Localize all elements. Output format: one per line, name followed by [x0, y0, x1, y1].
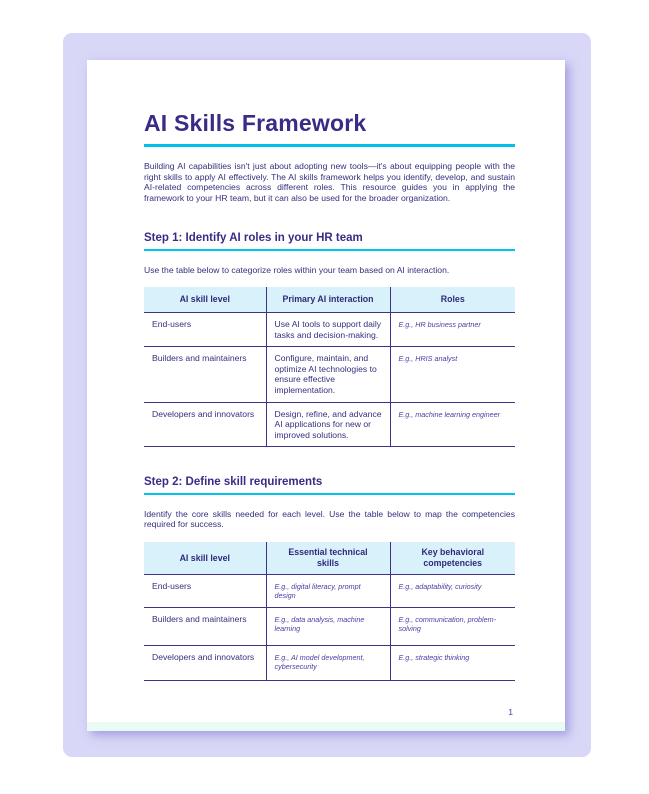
roles-table [144, 287, 515, 447]
table-header-cell: Primary AI interaction [266, 287, 390, 312]
table-header-row [144, 542, 515, 574]
table-row [144, 607, 515, 645]
table-header-row [144, 287, 515, 312]
table-row [144, 402, 515, 447]
page-number: 1 [508, 706, 513, 717]
page-content [144, 60, 515, 717]
table-row [144, 574, 515, 607]
page-footer-accent [87, 722, 565, 731]
intro-paragraph: Building AI capabilities isn't just about adopting new tools—it's about equipping people with the right skills to apply AI effectively. The AI skills framework helps you identify, develop, and sustain AI-related competencies across different roles. This resource guides you in applying the framework to your HR team, but it can also be used for the broader organization. [144, 161, 515, 203]
table-row [144, 312, 515, 346]
lavender-frame [63, 33, 591, 757]
section-2-description: Identify the core skills needed for each level. Use the table below to map the competencies required for success. [144, 508, 515, 530]
section-2-heading: Step 2: Define skill requirements [144, 476, 323, 489]
table-cell: End-users [144, 312, 266, 346]
table-cell: Developers and innovators [144, 645, 266, 680]
table-cell-example: E.g., communication, problem-solving [390, 607, 515, 645]
table-header-cell: Essential technical skills [266, 542, 390, 574]
section-1-description: Use the table below to categorize roles within your team based on AI interaction. [144, 264, 450, 275]
section-2-accent-rule [144, 493, 515, 495]
section-step-1 [144, 232, 515, 447]
table-cell: Builders and maintainers [144, 347, 266, 402]
skills-table [144, 542, 515, 681]
table-header-cell: Key behavioral competencies [390, 542, 515, 574]
section-1-heading: Step 1: Identify AI roles in your HR team [144, 232, 363, 245]
table-header-cell: AI skill level [144, 287, 266, 312]
table-row [144, 347, 515, 402]
section-1-accent-rule [144, 249, 515, 251]
table-cell: Design, refine, and advance AI applications for new or improved solutions. [266, 402, 390, 447]
table-cell: End-users [144, 574, 266, 607]
table-cell-example: E.g., machine learning engineer [390, 402, 515, 447]
table-cell-example: E.g., HRIS analyst [390, 347, 515, 402]
table-cell: Builders and maintainers [144, 607, 266, 645]
table-cell-example: E.g., HR business partner [390, 312, 515, 346]
table-cell-example: E.g., adaptability, curiosity [390, 574, 515, 607]
table-cell-example: E.g., data analysis, machine learning [266, 607, 390, 645]
table-cell: Use AI tools to support daily tasks and decision-making. [266, 312, 390, 346]
document-title: AI Skills Framework [144, 110, 367, 136]
title-accent-rule [144, 144, 515, 147]
table-cell: Configure, maintain, and optimize AI technologies to ensure effective implementation. [266, 347, 390, 402]
table-row [144, 645, 515, 680]
table-cell: Developers and innovators [144, 402, 266, 447]
document-page [87, 60, 565, 731]
section-step-2 [144, 476, 515, 680]
table-header-cell: Roles [390, 287, 515, 312]
table-cell-example: E.g., digital literacy, prompt design [266, 574, 390, 607]
table-cell-example: E.g., strategic thinking [390, 645, 515, 680]
table-cell-example: E.g., AI model development, cybersecurity [266, 645, 390, 680]
table-header-cell: AI skill level [144, 542, 266, 574]
